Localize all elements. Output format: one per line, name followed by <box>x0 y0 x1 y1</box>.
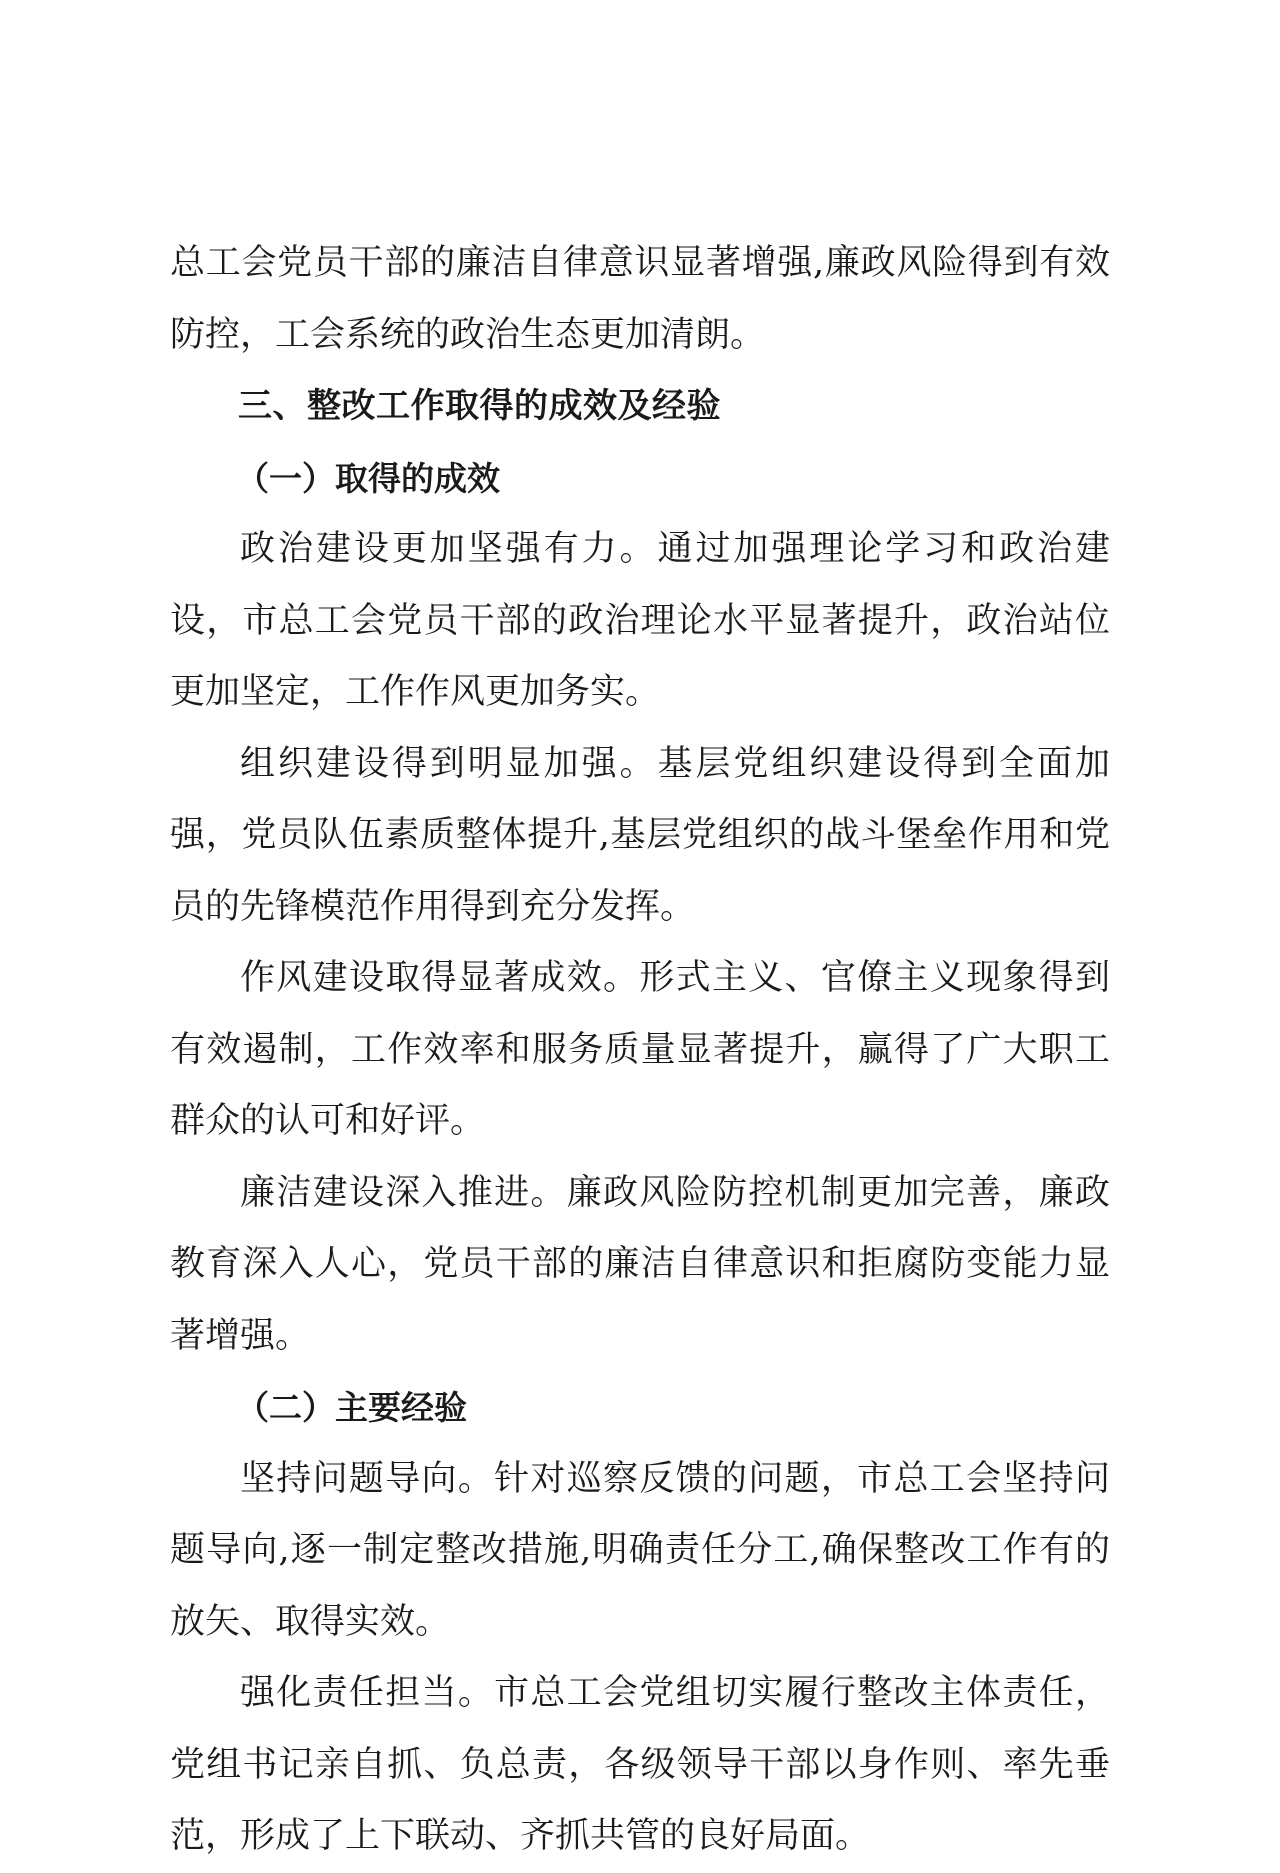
paragraph-organization-building: 组织建设得到明显加强。基层党组织建设得到全面加强，党员队伍素质整体提升,基层党组织的战斗堡垒作用和党员的先锋模范作用得到充分发挥。 <box>170 743 1110 927</box>
subsection-heading-experience: （二）主要经验 <box>236 1388 467 1427</box>
paragraph-political-building: 政治建设更加坚强有力。通过加强理论学习和政治建设，市总工会党员干部的政治理论水平显著提升，政治站位更加坚定，工作作风更加务实。 <box>170 529 1110 712</box>
subsection-heading-results: （一）取得的成效 <box>236 458 500 498</box>
paragraph-responsibility: 强化责任担当。市总工会党组切实履行整改主体责任，党组书记亲自抓、负总责，各级领导干部以身作则、率先垂范，形成了上下联动、齐抓共管的良好局面。 <box>170 1673 1110 1856</box>
section-heading: 三、整改工作取得的成效及经验 <box>238 386 721 426</box>
paragraph-continuation: 总工会党员干部的廉洁自律意识显著增强,廉政风险得到有效防控，工会系统的政治生态更加清朗。 <box>170 243 1110 355</box>
paragraph-problem-orientation: 坚持问题导向。针对巡察反馈的问题，市总工会坚持问题导向,逐一制定整改措施,明确责任分工,确保整改工作有的放矢、取得实效。 <box>170 1458 1110 1642</box>
document-body <box>170 228 1110 1873</box>
paragraph-integrity-building: 廉洁建设深入推进。廉政风险防控机制更加完善，廉政教育深入人心，党员干部的廉洁自律意识和拒腐防变能力显著增强。 <box>170 1172 1110 1356</box>
paragraph-work-style-building: 作风建设取得显著成效。形式主义、官僚主义现象得到有效遏制，工作效率和服务质量显著提升，赢得了广大职工群众的认可和好评。 <box>170 958 1110 1141</box>
